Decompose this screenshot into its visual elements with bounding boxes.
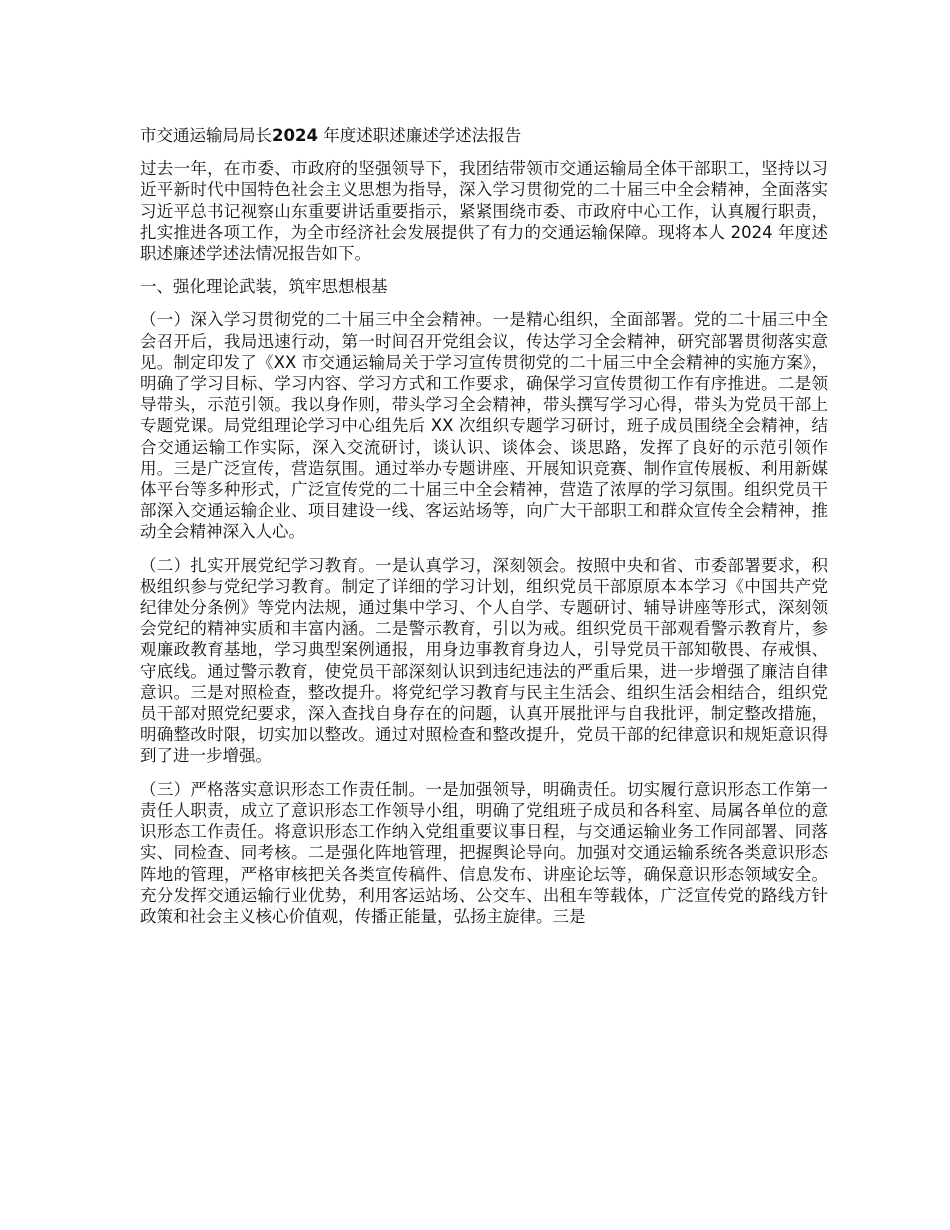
- document-title: [140, 125, 828, 146]
- body-paragraph: （二）扎实开展党纪学习教育。一是认真学习，深刻领会。按照中央和省、市委部署要求，积极组织参与党纪学习教育。制定了详细的学习计划，组织党员干部原原本本学习《中国共产党纪律处分条例》等党内法规，通过集中学习、个人自学、专题研讨、辅导讲座等形式，深刻领会党纪的精神实质和丰富内涵。二是警示教育，引以为戒。组织党员干部观看警示教育片，参观廉政教育基地，学习典型案例通报，用身边事教育身边人，引导党员干部知敬畏、存戒惧、守底线。通过警示教育，使党员干部深刻认识到违纪违法的严重后果，进一步增强了廉洁自律意识。三是对照检查，整改提升。将党纪学习教育与民主生活会、组织生活会相结合，组织党员干部对照党纪要求，深入查找自身存在的问题，认真开展批评与自我批评，制定整改措施，明确整改时限，切实加以整改。通过对照检查和整改提升，党员干部的纪律意识和规矩意识得到了进一步增强。: [140, 555, 828, 766]
- title-prefix: 市交通运输局局长: [140, 126, 272, 145]
- body-paragraph: （一）深入学习贯彻党的二十届三中全会精神。一是精心组织，全面部署。党的二十届三中全会召开后，我局迅速行动，第一时间召开党组会议，传达学习全会精神，研究部署贯彻落实意见。制定印发了《XX 市交通运输局关于学习宣传贯彻党的二十届三中全会精神的实施方案》，明确了学习目标、学习内容、学习方式和工作要求，确保学习宣传贯彻工作有序推进。二是领导带头，示范引领。我以身作则，带头学习全会精神，带头撰写学习心得，带头为党员干部上专题党课。局党组理论学习中心组先后 XX 次组织专题学习研讨，班子成员围绕全会精神，结合交通运输工作实际，深入交流研讨，谈认识、谈体会、谈思路，发挥了良好的示范引领作用。三是广泛宣传，营造氛围。通过举办专题讲座、开展知识竞赛、制作宣传展板、利用新媒体平台等多种形式，广泛宣传党的二十届三中全会精神，营造了浓厚的学习氛围。组织党员干部深入交通运输企业、项目建设一线、客运站场等，向广大干部职工和群众宣传全会精神，推动全会精神深入人心。: [140, 310, 828, 542]
- body-paragraph: （三）严格落实意识形态工作责任制。一是加强领导，明确责任。切实履行意识形态工作第一责任人职责，成立了意识形态工作领导小组，明确了党组班子成员和各科室、局属各单位的意识形态工作责任。将意识形态工作纳入党组重要议事日程，与交通运输业务工作同部署、同落实、同检查、同考核。二是强化阵地管理，把握舆论导向。加强对交通运输系统各类意识形态阵地的管理，严格审核把关各类宣传稿件、信息发布、讲座论坛等，确保意识形态领域安全。充分发挥交通运输行业优势，利用客运站场、公交车、出租车等载体，广泛宣传党的路线方针政策和社会主义核心价值观，传播正能量，弘扬主旋律。三是: [140, 779, 828, 926]
- title-year: 2024: [272, 126, 318, 145]
- section-heading: 一、强化理论武装，筑牢思想根基: [140, 277, 388, 297]
- title-suffix: 年度述职述廉述学述法报告: [323, 126, 522, 145]
- document-page: [140, 125, 828, 939]
- intro-paragraph: 过去一年，在市委、市政府的坚强领导下，我团结带领市交通运输局全体干部职工，坚持以习近平新时代中国特色社会主义思想为指导，深入学习贯彻党的二十届三中全会精神，全面落实习近平总书记视察山东重要讲话重要指示，紧紧围绕市委、市政府中心工作，认真履行职责，扎实推进各项工作，为全市经济社会发展提供了有力的交通运输保障。现将本人 2024 年度述职述廉述学述法情况报告如下。: [140, 159, 828, 264]
